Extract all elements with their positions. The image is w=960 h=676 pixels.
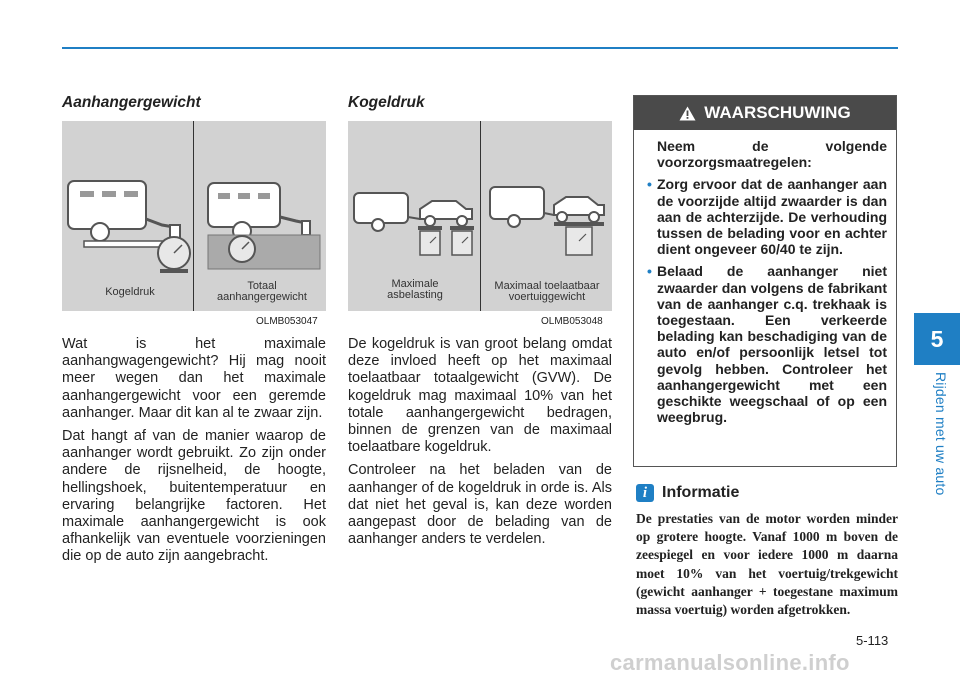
info-text: De prestaties van de motor worden minder op grotere hoogte. Vanaf 1000 m boven de zeespiegel en voor iedere 1000 m daarna moet 10% van het voertuig/trekgewicht (gewicht aanhanger + toegestane maximum massa voertuig) worden afgetrokken. xyxy=(636,511,898,618)
caption-max-vehicle-weight-line2: voertuiggewicht xyxy=(508,291,586,303)
warning-item xyxy=(647,263,887,426)
warning-body xyxy=(634,130,896,425)
watermark: carmanualsonline.info xyxy=(610,650,850,675)
caption-max-axle-load xyxy=(368,279,462,301)
info-icon: i xyxy=(636,484,654,502)
chapter-title: Rijden met uw auto xyxy=(933,372,949,496)
warning-triangle-icon xyxy=(679,106,696,121)
left-paragraph-1: Wat is het maximale aanhangwagengewicht? Hij mag nooit meer wegen dan het maximale aanhangergewicht voor een geremde aanhanger. Maar dit kan al te zwaar zijn. xyxy=(62,336,326,421)
bullet-icon: • xyxy=(647,263,652,280)
warning-item-text: Zorg ervoor dat de aanhanger aan de voorzijde altijd zwaarder is dan aan de achterzijde. De verhouding tussen de belading voor en achter dient ongeveer 60/40 te zijn. xyxy=(657,176,887,258)
section-title-trailer-weight: Aanhangergewicht xyxy=(62,94,201,111)
chapter-tab xyxy=(914,313,960,365)
figure-divider xyxy=(193,121,194,311)
middle-body xyxy=(348,336,612,554)
warning-header xyxy=(634,96,896,130)
figure-tongue-weight xyxy=(348,121,612,311)
section-title-tongue-weight: Kogeldruk xyxy=(348,94,425,111)
info-header xyxy=(636,484,739,502)
caption-max-vehicle-weight-line1: Maximaal toelaatbaar xyxy=(494,280,600,292)
warning-heading: WAARSCHUWING xyxy=(704,103,851,122)
warning-box xyxy=(633,95,897,467)
caption-total-weight-line2: aanhangergewicht xyxy=(217,291,307,303)
info-title: Informatie xyxy=(662,484,740,501)
figure-divider xyxy=(480,121,481,311)
figure-code-left: OLMB053047 xyxy=(256,316,318,327)
figure-code-middle: OLMB053048 xyxy=(541,316,603,327)
warning-intro: Neem de volgende voorzorgsmaatregelen: xyxy=(657,138,887,171)
figure-trailer-weight xyxy=(62,121,326,311)
caption-kogeldruk: Kogeldruk xyxy=(105,286,155,298)
middle-paragraph-1: De kogeldruk is van groot belang omdat deze invloed heeft op het maximaal toelaatbaar totaalgewicht (GVW). De kogeldruk mag maximaal 10% van het totale aanhangergewicht bedragen, binnen de grenzen van de maximaal toelaatbare kogeldruk. xyxy=(348,336,612,456)
warning-item xyxy=(647,176,887,258)
left-paragraph-2: Dat hangt af van de manier waarop de aanhanger wordt gebruikt. Zo zijn onder andere de rijsnelheid, de hoogte, hellingshoek, buitentemperatuur en ervaring belangrijke factoren. Het maximale aanhangergewicht is ook afhankelijk van eventuele voorzieningen die op de auto zijn aangebracht. xyxy=(62,428,326,565)
caption-max-axle-load-line2: asbelasting xyxy=(387,289,443,301)
page-number: 5-113 xyxy=(856,633,889,648)
top-rule xyxy=(62,47,898,49)
chapter-number: 5 xyxy=(930,325,944,352)
left-body xyxy=(62,336,326,572)
caption-total-weight-line1: Totaal xyxy=(247,280,277,292)
bullet-icon: • xyxy=(647,176,652,193)
caption-total-weight xyxy=(202,281,322,303)
caption-max-vehicle-weight xyxy=(482,281,612,303)
middle-paragraph-2: Controleer na het beladen van de aanhanger of de kogeldruk in orde is. Als dat niet het geval is, kan deze worden aangepast door de belading van de aanhanger anders te verdelen. xyxy=(348,462,612,548)
caption-max-axle-load-line1: Maximale xyxy=(391,278,439,290)
warning-item-text: Belaad de aanhanger niet zwaarder dan volgens de fabrikant van de aanhanger c.q. trekhaak is toegestaan. Een verkeerde belading kan beschadiging van de auto en/of persoonlijk letsel tot gevolg hebben. Controleer het aanhangergewicht met een geschikte weegschaal of op een weegbrug. xyxy=(657,263,887,426)
